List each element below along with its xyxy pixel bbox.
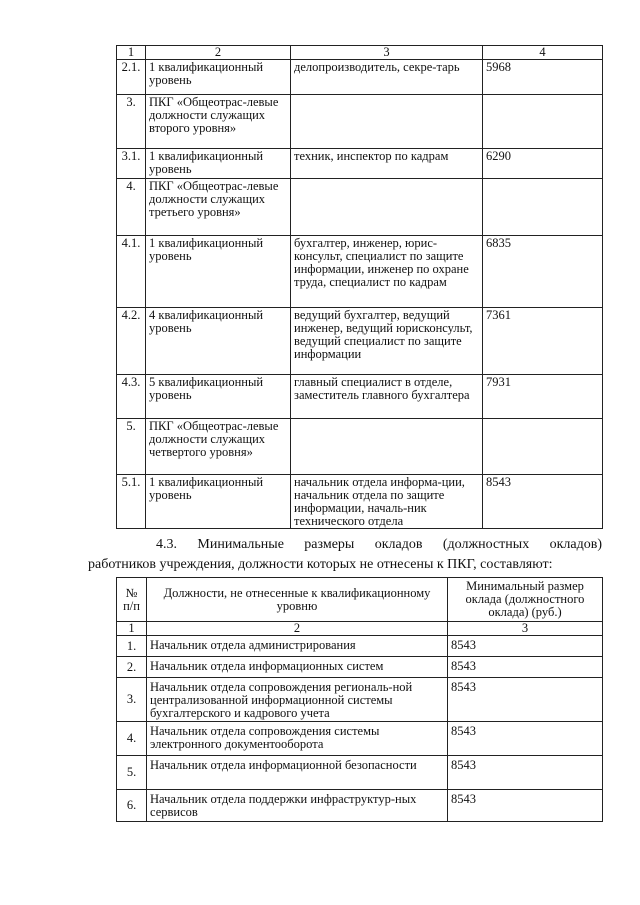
column-number: 2 [147,622,448,636]
salary-cell: 6835 [483,236,603,308]
position-title: Начальник отдела информационной безопасности [147,756,448,790]
column-number: 3 [448,622,603,636]
salary-cell: 8543 [448,657,603,678]
row-number: 4.3. [117,375,146,419]
table-row [117,179,603,236]
qualification-level: ПКГ «Общеотрас-левые должности служащих четвертого уровня» [146,419,291,475]
table-row [117,95,603,149]
qualification-level: 1 квалификационный уровень [146,60,291,95]
table-row [117,149,603,179]
table-row [117,657,603,678]
positions-cell: делопроизводитель, секре-тарь [291,60,483,95]
qualification-level: 4 квалификационный уровень [146,308,291,375]
header-cell: 3 [291,46,483,60]
row-number: 2.1. [117,60,146,95]
table-header-row [117,46,603,60]
positions-cell [291,95,483,149]
salary-cell: 8543 [483,475,603,529]
salary-cell: 7931 [483,375,603,419]
position-title: Начальник отдела администрирования [147,636,448,657]
row-number: 4. [117,722,147,756]
table-row [117,790,603,822]
row-number: 6. [117,790,147,822]
table-row [117,636,603,657]
salary-cell: 8543 [448,678,603,722]
table-row [117,756,603,790]
qualification-level: 5 квалификационный уровень [146,375,291,419]
row-number: 5. [117,756,147,790]
row-number: 5.1. [117,475,146,529]
header-number: № п/п [117,578,147,622]
row-number: 4.1. [117,236,146,308]
position-title: Начальник отдела поддержки инфраструктур-ных сервисов [147,790,448,822]
salary-cell: 8543 [448,790,603,822]
salary-cell: 8543 [448,756,603,790]
header-salary: Минимальный размер оклада (должностного оклада) (руб.) [448,578,603,622]
position-title: Начальник отдела сопровождения системы электронного документооборота [147,722,448,756]
row-number: 2. [117,657,147,678]
table-header-row [117,578,603,622]
salary-cell: 8543 [448,636,603,657]
table-row [117,475,603,529]
table-row [117,236,603,308]
salary-cell: 7361 [483,308,603,375]
positions-cell: бухгалтер, инженер, юрис-консульт, специалист по защите информации, инженер по охране труда, специалист по кадрам [291,236,483,308]
salary-cell: 6290 [483,149,603,179]
qualification-level: 1 квалификационный уровень [146,236,291,308]
header-position: Должности, не отнесенные к квалификационному уровню [147,578,448,622]
table-row [117,419,603,475]
qualification-level: 1 квалификационный уровень [146,475,291,529]
paragraph-line-1: 4.3. Минимальные размеры окладов (должностных окладов) [156,537,602,552]
row-number: 5. [117,419,146,475]
row-number: 4.2. [117,308,146,375]
table-row [117,308,603,375]
positions-cell [291,419,483,475]
salary-cell [483,419,603,475]
salary-cell [483,179,603,236]
positions-salary-table [116,577,603,822]
paragraph-line-2: работников учреждения, должности которых не отнесены к ПКГ, составляют: [88,557,553,572]
row-number: 3. [117,678,147,722]
column-number: 1 [117,622,147,636]
positions-cell: начальник отдела информа-ции, начальник отдела по защите информации, началь-ник технического отдела [291,475,483,529]
column-numbers-row [117,622,603,636]
row-number: 3. [117,95,146,149]
position-title: Начальник отдела сопровождения региональ-ной централизованной информационной системы бухгалтерского и кадрового учета [147,678,448,722]
qualification-level: ПКГ «Общеотрас-левые должности служащих второго уровня» [146,95,291,149]
position-title: Начальник отдела информационных систем [147,657,448,678]
positions-cell: ведущий бухгалтер, ведущий инженер, ведущий юрисконсульт, ведущий специалист по защите информации [291,308,483,375]
positions-cell: техник, инспектор по кадрам [291,149,483,179]
salary-cell: 5968 [483,60,603,95]
positions-cell [291,179,483,236]
positions-cell: главный специалист в отделе, заместитель главного бухгалтера [291,375,483,419]
row-number: 1. [117,636,147,657]
header-cell: 1 [117,46,146,60]
salary-cell: 8543 [448,722,603,756]
row-number: 3.1. [117,149,146,179]
header-cell: 2 [146,46,291,60]
section-paragraph [88,535,602,575]
qualification-level: ПКГ «Общеотрас-левые должности служащих третьего уровня» [146,179,291,236]
salary-cell [483,95,603,149]
table-row [117,60,603,95]
qualification-level: 1 квалификационный уровень [146,149,291,179]
table-row [117,375,603,419]
header-cell: 4 [483,46,603,60]
qualification-table [116,45,603,529]
table-row [117,678,603,722]
table-row [117,722,603,756]
row-number: 4. [117,179,146,236]
